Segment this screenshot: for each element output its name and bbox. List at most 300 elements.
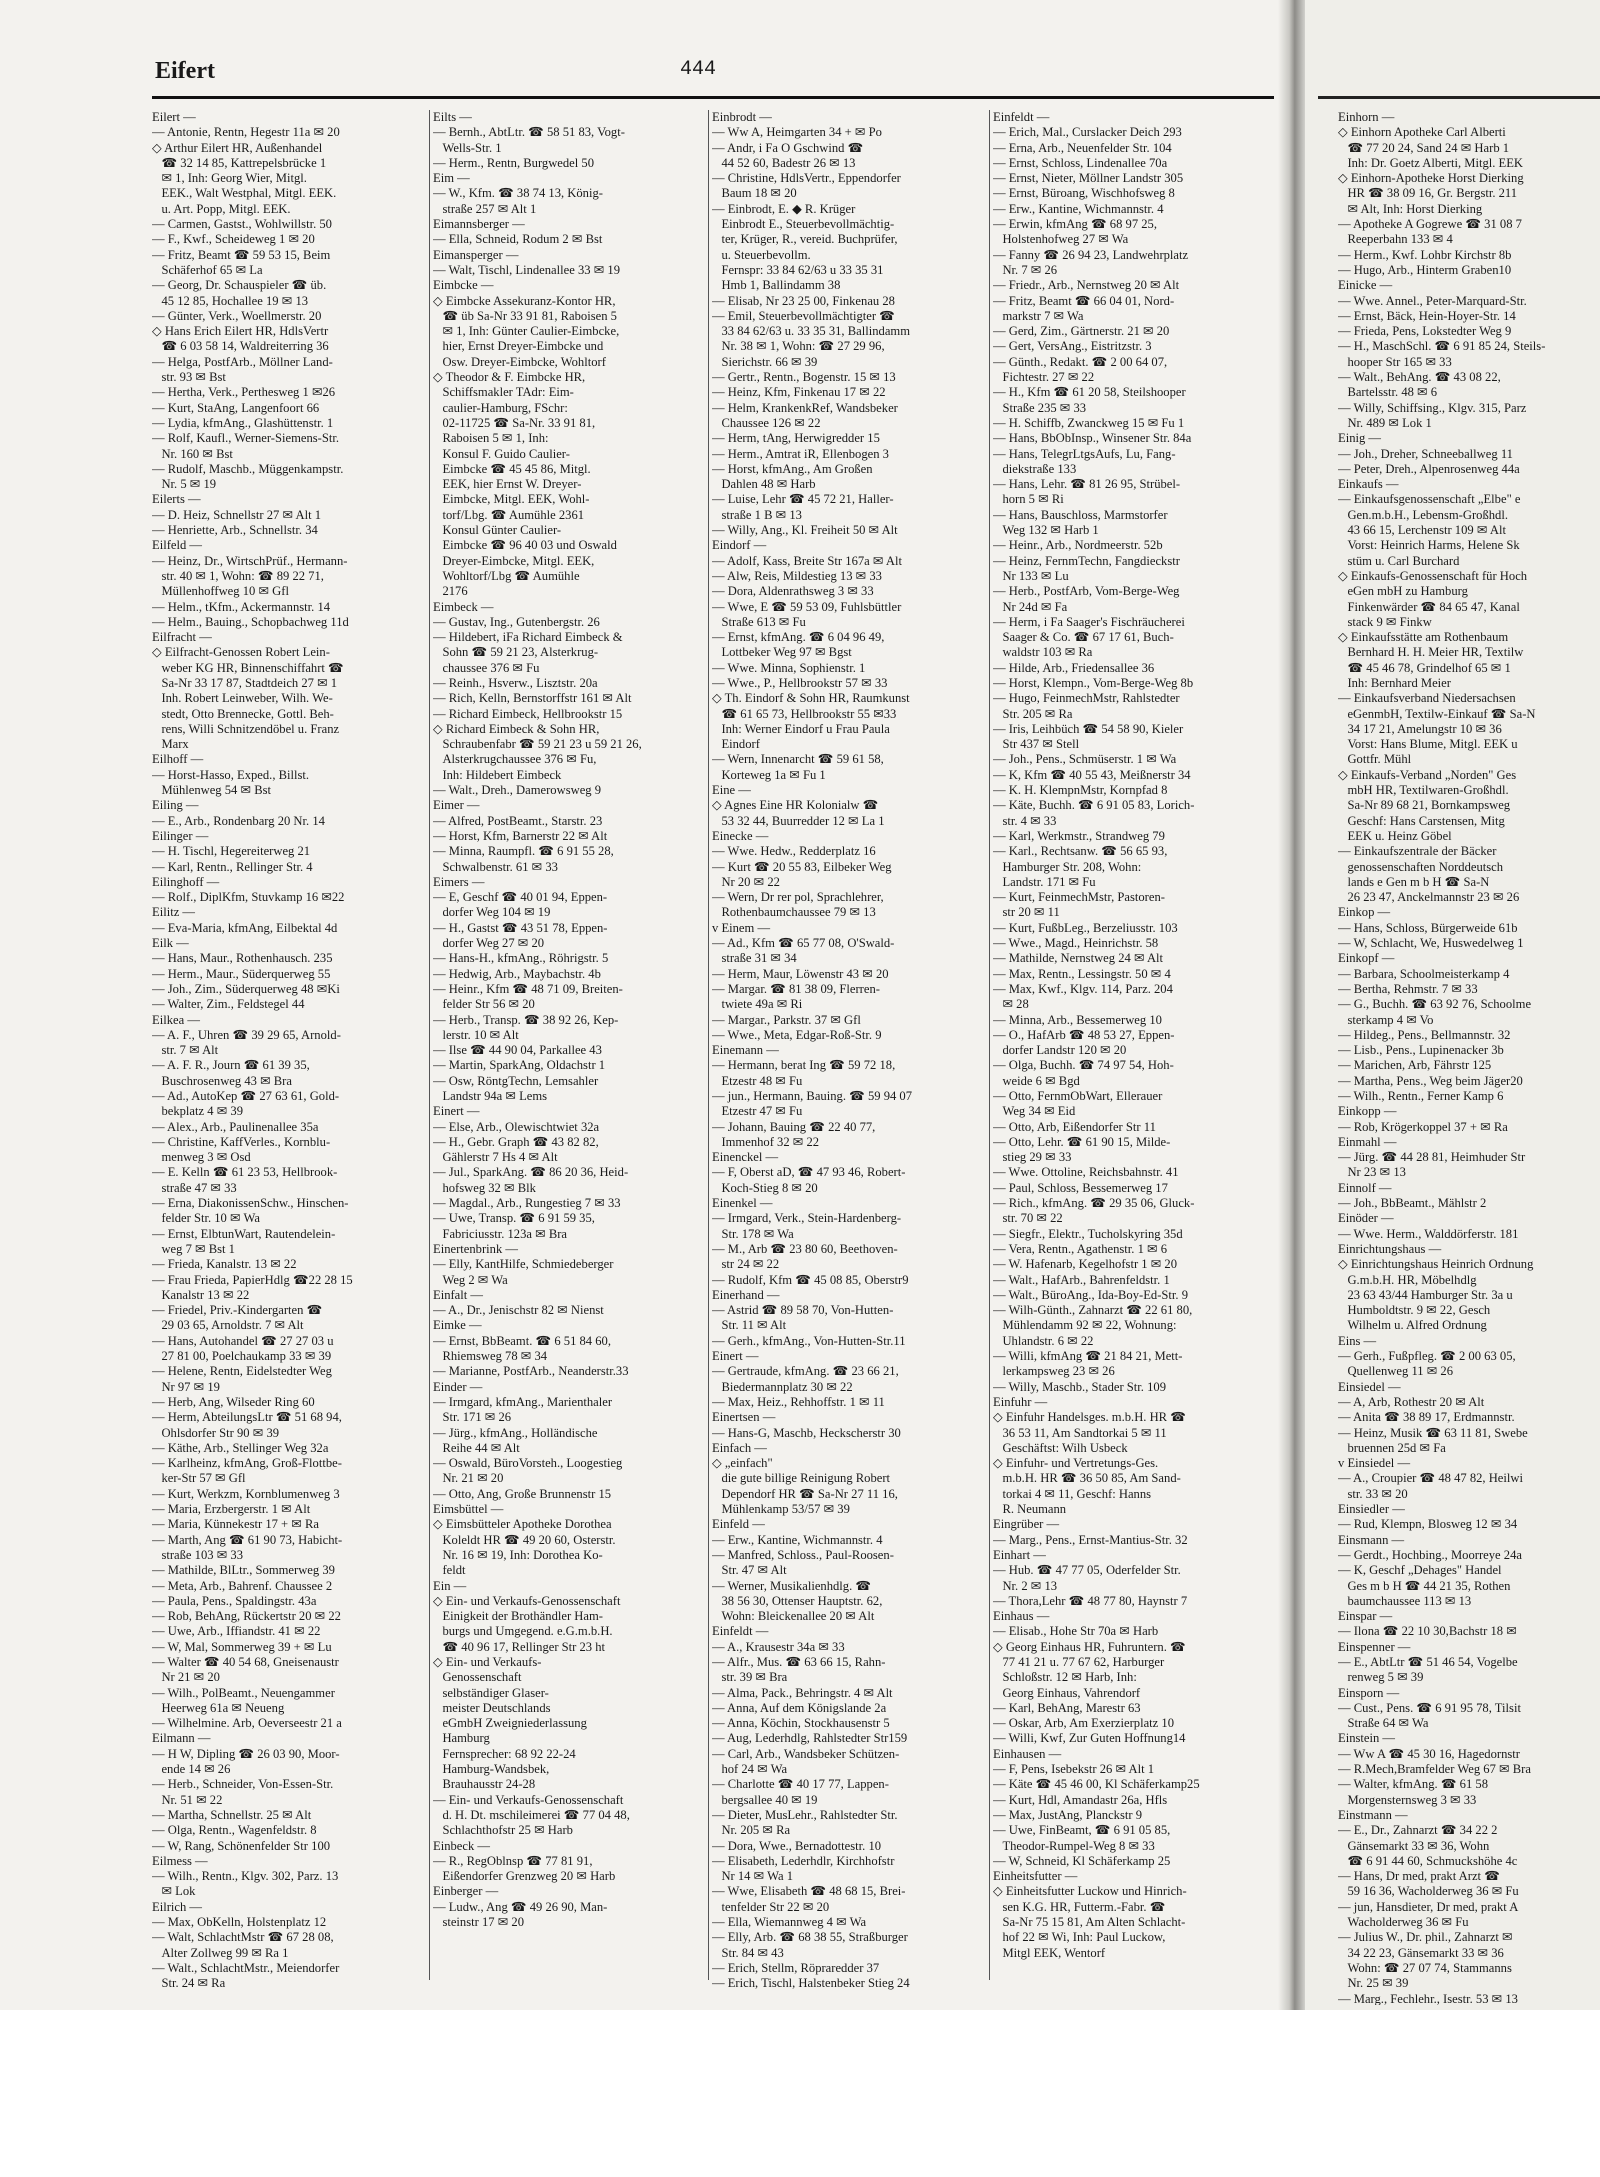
directory-entry-line: stüm u. Carl Burchard bbox=[1338, 553, 1460, 568]
directory-entry-line: — Anna, Köchin, Stockhausenstr 5 bbox=[712, 1716, 890, 1731]
directory-entry-line: Nr 24d ✉ Fa bbox=[993, 599, 1068, 614]
surname-heading: Einemann — bbox=[712, 1043, 779, 1058]
directory-entry-line: straße 47 ✉ 33 bbox=[152, 1180, 237, 1195]
directory-entry-line: Inh: Werner Eindorf u Frau Paula bbox=[712, 721, 890, 736]
directory-entry-line: — Fanny ☎ 26 94 23, Landwehrplatz bbox=[993, 247, 1189, 262]
directory-entry-line: renweg 5 ✉ 39 bbox=[1338, 1670, 1424, 1685]
directory-entry-line: — Erw., Kantine, Wichmannstr. 4 bbox=[993, 201, 1164, 216]
directory-entry-line: — Max, Rentn., Lessingstr. 50 ✉ 4 bbox=[993, 966, 1171, 981]
directory-entry-line: R. Neumann bbox=[993, 1502, 1067, 1517]
directory-entry-line: — Herm, tAng, Herwigredder 15 bbox=[712, 431, 880, 446]
directory-entry-line: — Wwe. Herm., Walddörferstr. 181 bbox=[1338, 1226, 1519, 1241]
directory-entry-line: — Alfr., Mus. ☎ 63 66 15, Rahn- bbox=[712, 1654, 886, 1669]
directory-entry-line: Straße 613 ✉ Fu bbox=[712, 614, 806, 629]
surname-heading: Einenkel — bbox=[712, 1196, 773, 1211]
directory-entry-line: — Eva-Maria, kfmAng, Eilbektal 4d bbox=[152, 920, 338, 935]
directory-entry-line: — Martha, Pens., Weg beim Jäger20 bbox=[1338, 1073, 1523, 1088]
directory-entry-line: Dahlen 48 ✉ Harb bbox=[712, 477, 816, 492]
directory-entry-line: horn 5 ✉ Ri bbox=[993, 492, 1064, 507]
directory-entry-line: Rhiemsweg 78 ✉ 34 bbox=[433, 1349, 548, 1364]
directory-entry-line: Nr 97 ✉ 19 bbox=[152, 1379, 220, 1394]
directory-entry-line: Wilhelm u. Alfred Ordnung bbox=[1338, 1318, 1487, 1333]
directory-entry-line: straße 31 ✉ 34 bbox=[712, 951, 797, 966]
directory-entry-line: — Peter, Dreh., Alpenrosenweg 44a bbox=[1338, 461, 1520, 476]
directory-entry-line: — Astrid ☎ 89 58 70, Von-Hutten- bbox=[712, 1303, 894, 1318]
directory-entry-line: Schwalbenstr. 61 ✉ 33 bbox=[433, 859, 558, 874]
directory-entry-line: Str. 205 ✉ Ra bbox=[993, 706, 1073, 721]
directory-entry-line: — Wwe., P., Hellbrookstr 57 ✉ 33 bbox=[712, 675, 888, 690]
directory-entry-line: Wells-Str. 1 bbox=[433, 140, 502, 155]
directory-entry-line: HR ☎ 38 09 16, Gr. Bergstr. 211 bbox=[1338, 186, 1518, 201]
directory-entry-line: — Walter, kfmAng. ☎ 61 58 bbox=[1338, 1777, 1488, 1792]
surname-heading: Einhaus — bbox=[993, 1609, 1050, 1624]
directory-entry-line: — Fritz, Beamt ☎ 66 04 01, Nord- bbox=[993, 293, 1175, 308]
directory-entry-line: — Elisab., Hohe Str 70a ✉ Harb bbox=[993, 1624, 1159, 1639]
directory-entry-line: — E, Geschf ☎ 40 01 94, Eppen- bbox=[433, 890, 608, 905]
directory-entry-line: Gottfr. Mühl bbox=[1338, 752, 1412, 767]
directory-entry-line: burgs und Umgegend. e.G.m.b.H. bbox=[433, 1624, 613, 1639]
surname-heading: Eim — bbox=[433, 171, 470, 186]
directory-entry-line: ende 14 ✉ 26 bbox=[152, 1762, 231, 1777]
directory-entry-line: — Ernst, ElbtunWart, Rautendelein- bbox=[152, 1226, 336, 1241]
directory-entry-line: Nr. 7 ✉ 26 bbox=[993, 262, 1058, 277]
directory-entry-line: Straße 64 ✉ Wa bbox=[1338, 1716, 1429, 1731]
directory-entry-line: Fabriciusstr. 123a ✉ Bra bbox=[433, 1226, 568, 1241]
directory-entry-line: str. 93 ✉ Bst bbox=[152, 370, 226, 385]
directory-entry-line: Sa-Nr 89 68 21, Bornkampsweg bbox=[1338, 798, 1511, 813]
surname-heading: v Einsiedel — bbox=[1338, 1456, 1411, 1471]
surname-heading: Einstmann — bbox=[1338, 1807, 1408, 1822]
surname-heading: Einkaufs — bbox=[1338, 477, 1399, 492]
directory-entry-line: Buschrosenweg 43 ✉ Bra bbox=[152, 1073, 292, 1088]
surname-heading: Einhorn — bbox=[1338, 110, 1395, 124]
surname-heading: Einert — bbox=[712, 1349, 759, 1364]
directory-entry-line: — Hans, Autohandel ☎ 27 27 03 u bbox=[152, 1333, 334, 1348]
directory-entry-line: — Willi, kfmAng ☎ 21 84 21, Mett- bbox=[993, 1349, 1183, 1364]
directory-entry-line: Konsul F. Guido Caulier- bbox=[433, 446, 570, 461]
directory-entry-line: — Cust., Pens. ☎ 6 91 95 78, Tilsit bbox=[1338, 1700, 1521, 1715]
directory-entry-line: Str 437 ✉ Stell bbox=[993, 737, 1080, 752]
directory-entry-line: — Frieda, Kanalstr. 13 ✉ 22 bbox=[152, 1257, 297, 1272]
directory-entry-line: ◇ Agnes Eine HR Kolonialw ☎ bbox=[712, 798, 879, 813]
directory-entry-line: d. H. Dt. mschileimerei ☎ 77 04 48, bbox=[433, 1807, 630, 1822]
directory-entry-line: — Heinz, Dr., WirtschPrüf., Hermann- bbox=[152, 553, 348, 568]
directory-entry-line: — Uwe, Transp. ☎ 6 91 59 35, bbox=[433, 1211, 595, 1226]
surname-heading: Einsporn — bbox=[1338, 1685, 1400, 1700]
directory-entry-line: — Hans-G, Maschb, Heckscherstr 30 bbox=[712, 1425, 901, 1440]
directory-entry-line: EEK, hier Ernst W. Dreyer- bbox=[433, 477, 582, 492]
directory-entry-line: — Walt, SchlachtMstr ☎ 67 28 08, bbox=[152, 1930, 334, 1945]
directory-entry-line: Brauhausstr 24-28 bbox=[433, 1777, 536, 1792]
directory-entry-line: ◇ Einkaufsstätte am Rothenbaum bbox=[1338, 630, 1509, 645]
directory-entry-line: — Ludw., Ang ☎ 49 26 90, Man- bbox=[433, 1899, 608, 1914]
directory-entry-line: — Maria, Künnekestr 17 + ✉ Ra bbox=[152, 1517, 319, 1532]
directory-entry-line: — Elly, Arb. ☎ 68 38 55, Straßburger bbox=[712, 1930, 908, 1945]
directory-entry-line: — Gustav, Ing., Gutenbergstr. 26 bbox=[433, 614, 600, 629]
directory-entry-line: — Herm, Maur, Löwenstr 43 ✉ 20 bbox=[712, 966, 889, 981]
directory-entry-line: Nr. 5 ✉ 19 bbox=[152, 477, 217, 492]
directory-entry-line: — Wern, Innenarcht ☎ 59 61 58, bbox=[712, 752, 884, 767]
directory-entry-line: — H. Schiffb, Zwanckweg 15 ✉ Fu 1 bbox=[993, 415, 1185, 430]
directory-entry-line: — A, Arb, Rothestr 20 ✉ Alt bbox=[1338, 1394, 1485, 1409]
directory-entry-line: Mitgl EEK, Wentorf bbox=[993, 1945, 1106, 1960]
directory-entry-line: 34 22 23, Gänsemarkt 33 ✉ 36 bbox=[1338, 1945, 1504, 1960]
directory-entry-line: — Olga, Rentn., Wagenfeldstr. 8 bbox=[152, 1823, 317, 1838]
directory-entry-line: — Herb., Schneider, Von-Essen-Str. bbox=[152, 1777, 334, 1792]
directory-entry-line: baumchaussee 113 ✉ 13 bbox=[1338, 1593, 1472, 1608]
directory-entry-line: Vorst: Heinrich Harms, Helene Sk bbox=[1338, 538, 1520, 553]
directory-entry-line: Immenhof 32 ✉ 22 bbox=[712, 1134, 820, 1149]
directory-entry-line: hooper Str 165 ✉ 33 bbox=[1338, 354, 1452, 369]
directory-entry-line: — Margar. ☎ 81 38 09, Flerren- bbox=[712, 981, 880, 996]
directory-entry-line: — F, Oberst aD, ☎ 47 93 46, Robert- bbox=[712, 1165, 906, 1180]
directory-entry-line: — Jul., SparkAng. ☎ 86 20 36, Heid- bbox=[433, 1165, 629, 1180]
directory-entry-line: — Günter, Verk., Woellmerstr. 20 bbox=[152, 308, 322, 323]
directory-entry-line: Baum 18 ✉ 20 bbox=[712, 186, 797, 201]
directory-entry-line: — Helga, PostfArb., Möllner Land- bbox=[152, 354, 333, 369]
directory-entry-line: markstr 7 ✉ Wa bbox=[993, 308, 1084, 323]
surname-heading: Einkop — bbox=[1338, 905, 1391, 920]
directory-entry-line: ☎ 45 46 78, Grindelhof 65 ✉ 1 bbox=[1338, 660, 1511, 675]
directory-entry-line: — Hugo, Arb., Hinterm Graben10 bbox=[1338, 262, 1512, 277]
directory-entry-line: — Otto, FernmObWart, Ellerauer bbox=[993, 1089, 1163, 1103]
directory-entry-line: — Joh., Dreher, Schneeballweg 11 bbox=[1338, 446, 1513, 461]
directory-entry-line: Inh: Bernhard Meier bbox=[1338, 675, 1451, 690]
directory-entry-line: Hmb 1, Ballindamm 38 bbox=[712, 278, 841, 293]
directory-entry-line: — Herb., Transp. ☎ 38 92 26, Kep- bbox=[433, 1012, 619, 1027]
directory-entry-line: Nr. 489 ✉ Lok 1 bbox=[1338, 415, 1432, 430]
directory-entry-line: — Rud, Klempn, Blosweg 12 ✉ 34 bbox=[1338, 1517, 1518, 1532]
directory-entry-line: Eimbcke ☎ 96 40 03 und Oswald bbox=[433, 538, 617, 553]
directory-entry-line: — Horst, Klempn., Vom-Berge-Weg 8b bbox=[993, 675, 1194, 690]
surname-heading: Ein — bbox=[433, 1578, 467, 1593]
directory-entry-line: — Herm., Maur., Süderquerweg 55 bbox=[152, 966, 331, 981]
directory-entry-line: — Thora,Lehr ☎ 48 77 80, Haynstr 7 bbox=[993, 1593, 1188, 1608]
directory-entry-line: — Siegfr., Elektr., Tucholskyring 35d bbox=[993, 1226, 1183, 1241]
directory-entry-line: — Kurt, FußbLeg., Berzeliusstr. 103 bbox=[993, 920, 1178, 935]
directory-entry-line: Str. 171 ✉ 26 bbox=[433, 1410, 512, 1425]
directory-entry-line: bruennen 25d ✉ Fa bbox=[1338, 1440, 1446, 1455]
directory-entry-line: — Osw, RöntgTechn, Lemsahler bbox=[433, 1073, 599, 1088]
directory-entry-line: — R.Mech,Bramfelder Weg 67 ✉ Bra bbox=[1338, 1762, 1531, 1777]
directory-entry-line: Dreyer-Eimbcke, Mitgl. EEK, bbox=[433, 553, 595, 568]
directory-entry-line: ◇ Einhorn-Apotheke Horst Dierking bbox=[1338, 171, 1524, 186]
surname-heading: Einbrodt — bbox=[712, 110, 772, 124]
directory-entry-line: Mühlenweg 54 ✉ Bst bbox=[152, 783, 271, 798]
directory-entry-line: — F, Pens, Isebekstr 26 ✉ Alt 1 bbox=[993, 1762, 1155, 1777]
directory-entry-line: — Einbrodt, E. ◆ R. Krüger bbox=[712, 201, 856, 216]
directory-entry-line: Str. 11 ✉ Alt bbox=[712, 1318, 787, 1333]
directory-entry-line: Müllenhoffweg 10 ✉ Gfl bbox=[152, 584, 289, 599]
directory-entry-line: — Rudolf, Kfm ☎ 45 08 85, Oberstr9 bbox=[712, 1272, 909, 1287]
directory-entry-line: — Hans, Dr med, prakt Arzt ☎ bbox=[1338, 1869, 1500, 1884]
directory-entry-line: Reeperbahn 133 ✉ 4 bbox=[1338, 232, 1453, 247]
directory-entry-line: — Kurt ☎ 20 55 83, Eilbeker Weg bbox=[712, 859, 892, 874]
directory-entry-line: Wohltorf/Lbg ☎ Aumühle bbox=[433, 568, 580, 583]
directory-entry-line: — W, Rang, Schönenfelder Str 100 bbox=[152, 1838, 331, 1853]
directory-entry-line: — Heinz, Kfm, Finkenau 17 ✉ 22 bbox=[712, 385, 886, 400]
directory-entry-line: waldstr 103 ✉ Ra bbox=[993, 645, 1093, 660]
directory-entry-line: Einbrodt E., Steuerbevollmächtig- bbox=[712, 217, 895, 232]
directory-entry-line: — Johann, Bauing ☎ 22 40 77, bbox=[712, 1119, 876, 1134]
surname-heading: Einfuhr — bbox=[993, 1394, 1048, 1409]
directory-entry-line: — Karl, BehAng, Marestr 63 bbox=[993, 1700, 1141, 1715]
directory-entry-line: hof 24 ✉ Wa bbox=[712, 1762, 788, 1777]
directory-entry-line: — Otto, Ang, Große Brunnenstr 15 bbox=[433, 1486, 612, 1501]
directory-entry-line: — Dora, Wwe., Bernadottestr. 10 bbox=[712, 1838, 882, 1853]
directory-entry-line: Nr. 25 ✉ 39 bbox=[1338, 1976, 1409, 1991]
directory-entry-line: — G., Buchh. ☎ 63 92 76, Schoolme bbox=[1338, 997, 1532, 1012]
directory-entry-line: stieg 29 ✉ 33 bbox=[993, 1150, 1072, 1165]
directory-entry-line: rens, Willi Schnitzendöbel u. Franz bbox=[152, 721, 340, 736]
directory-entry-line: — Manfred, Schloss., Paul-Roosen- bbox=[712, 1547, 894, 1562]
directory-entry-line: Fernsprecher: 68 92 22-24 bbox=[433, 1746, 576, 1761]
directory-entry-line: weber KG HR, Binnenschiffahrt ☎ bbox=[152, 660, 344, 675]
directory-entry-line: Kanalstr 13 ✉ 22 bbox=[152, 1287, 250, 1302]
directory-entry-line: ☎ 32 14 85, Kattrepelsbrücke 1 bbox=[152, 155, 327, 170]
directory-entry-line: — Wern, Dr rer pol, Sprachlehrer, bbox=[712, 890, 884, 905]
directory-entry-line: — Hermann, berat Ing ☎ 59 72 18, bbox=[712, 1058, 896, 1073]
directory-entry-line: — R., RegOblnsp ☎ 77 81 91, bbox=[433, 1853, 593, 1868]
directory-entry-line: Gählerstr 7 Hs 4 ✉ Alt bbox=[433, 1150, 558, 1165]
directory-entry-line: — Else, Arb., Olewischtwiet 32a bbox=[433, 1119, 600, 1134]
directory-entry-line: — Max, JustAng, Planckstr 9 bbox=[993, 1807, 1143, 1822]
directory-entry-line: caulier-Hamburg, FSchr: bbox=[433, 400, 568, 415]
directory-entry-line: — Karl., Rechtsanw. ☎ 56 65 93, bbox=[993, 844, 1168, 859]
surname-heading: Eine — bbox=[712, 783, 751, 798]
directory-entry-line: — Alex., Arb., Paulinenallee 35a bbox=[152, 1119, 319, 1134]
directory-entry-line: Str. 178 ✉ Wa bbox=[712, 1226, 794, 1241]
column-divider bbox=[429, 110, 430, 1980]
directory-entry-line: — Margar., Parkstr. 37 ✉ Gfl bbox=[712, 1012, 861, 1027]
surname-heading: Einenckel — bbox=[712, 1150, 779, 1165]
directory-entry-line: Ges m b H ☎ 44 21 35, Rothen bbox=[1338, 1578, 1511, 1593]
surname-heading: Einder — bbox=[433, 1379, 483, 1394]
directory-entry-line: bekplatz 4 ✉ 39 bbox=[152, 1104, 243, 1119]
surname-heading: Einnolf — bbox=[1338, 1180, 1392, 1195]
directory-entry-line: Bernhard H. H. Meier HR, Textilw bbox=[1338, 645, 1524, 660]
surname-heading: Eimer — bbox=[433, 798, 480, 813]
surname-heading: Einspenner — bbox=[1338, 1639, 1411, 1654]
directory-entry-line: Schiffsmakler TAdr: Eim- bbox=[433, 385, 574, 400]
directory-entry-line: — Carl, Arb., Wandsbeker Schützen- bbox=[712, 1746, 900, 1761]
directory-entry-line: lerstr. 10 ✉ Alt bbox=[433, 1027, 519, 1042]
surname-heading: Eimbeck — bbox=[433, 599, 494, 614]
directory-entry-line: u. Art. Popp, Mitgl. EEK. bbox=[152, 201, 291, 216]
directory-entry-line: tenfelder Str 22 ✉ 20 bbox=[712, 1899, 830, 1914]
directory-entry-line: menweg 3 ✉ Osd bbox=[152, 1150, 251, 1165]
directory-entry-line: — A., Dr., Jenischstr 82 ✉ Nienst bbox=[433, 1303, 604, 1318]
directory-entry-line: str. 39 ✉ Bra bbox=[712, 1670, 788, 1685]
directory-entry-line: genossenschaften Norddeutsch bbox=[1338, 859, 1504, 874]
directory-column-2 bbox=[433, 110, 705, 2005]
directory-entry-line: Alsterkrugchaussee 376 ✉ Fu, bbox=[433, 752, 597, 767]
directory-entry-line: — Ernst, Bäck, Hein-Hoyer-Str. 14 bbox=[1338, 308, 1516, 323]
facing-header-rule bbox=[1318, 96, 1600, 99]
directory-entry-line: — Erwin, kfmAng ☎ 68 97 25, bbox=[993, 217, 1158, 232]
directory-entry-line: G.m.b.H. HR, Möbelhdlg bbox=[1338, 1272, 1477, 1287]
directory-entry-line: torkai 4 ✉ 11, Geschf: Hanns bbox=[993, 1486, 1152, 1501]
directory-entry-line: — Walter, Zim., Feldstegel 44 bbox=[152, 997, 305, 1012]
directory-entry-line: — Ella, Wiemannweg 4 ✉ Wa bbox=[712, 1915, 867, 1930]
directory-entry-line: 23 63 43/44 Hamburger Str. 3a u bbox=[1338, 1287, 1513, 1302]
directory-entry-line: 45 12 85, Hochallee 19 ✉ 13 bbox=[152, 293, 309, 308]
directory-entry-line: — Marth, Ang ☎ 61 90 73, Habicht- bbox=[152, 1532, 343, 1547]
surname-heading: Eimke — bbox=[433, 1318, 482, 1333]
directory-entry-line: Osw. Dreyer-Eimbcke, Wohltorf bbox=[433, 354, 606, 369]
directory-entry-line: — jun, Hansdieter, Dr med, prakt A bbox=[1338, 1899, 1519, 1914]
directory-entry-line: — Lisb., Pens., Lupinenacker 3b bbox=[1338, 1043, 1504, 1058]
directory-entry-line: — Max, Heiz., Rehhoffstr. 1 ✉ 11 bbox=[712, 1394, 885, 1409]
directory-entry-line: ◇ Ein- und Verkaufs- bbox=[433, 1654, 542, 1669]
surname-heading: Einerhand — bbox=[712, 1287, 780, 1302]
directory-entry-line: str. 7 ✉ Alt bbox=[152, 1043, 219, 1058]
directory-entry-line: — Einkaufsverband Niedersachsen bbox=[1338, 691, 1516, 706]
directory-entry-line: 34 17 21, Amelungstr 10 ✉ 36 bbox=[1338, 721, 1502, 736]
directory-entry-line: Nr. 16 ✉ 19, Inh: Dorothea Ko- bbox=[433, 1547, 603, 1562]
directory-entry-line: Nr. 51 ✉ 22 bbox=[152, 1792, 223, 1807]
directory-entry-line: — Kurt, Hdl, Amandastr 26a, Hfls bbox=[993, 1792, 1168, 1807]
directory-entry-line: Marx bbox=[152, 737, 189, 752]
directory-entry-line: Nr. 2 ✉ 13 bbox=[993, 1578, 1058, 1593]
directory-entry-line: — Erich, Tischl, Halstenbeker Stieg 24 bbox=[712, 1976, 910, 1991]
directory-entry-line: — Wwe., Magd., Heinrichstr. 58 bbox=[993, 936, 1159, 951]
directory-entry-line: ◇ Ein- und Verkaufs-Genossenschaft bbox=[433, 1593, 621, 1608]
surname-heading: Eilts — bbox=[433, 110, 472, 124]
directory-entry-line: — Hans-H., kfmAng., Röhrigstr. 5 bbox=[433, 951, 609, 966]
surname-heading: Eilrich — bbox=[152, 1899, 203, 1914]
directory-entry-line: Nr 23 ✉ 13 bbox=[1338, 1165, 1406, 1180]
directory-entry-line: Weg 132 ✉ Harb 1 bbox=[993, 523, 1099, 538]
directory-entry-line: — Erna, Arb., Neuenfelder Str. 104 bbox=[993, 140, 1172, 155]
directory-entry-line: — Herm., Rentn, Burgwedel 50 bbox=[433, 155, 595, 170]
directory-entry-line: stack 9 ✉ Finkw bbox=[1338, 614, 1432, 629]
directory-entry-line: Sa-Nr 33 17 87, Stadtdeich 27 ✉ 1 bbox=[152, 675, 338, 690]
directory-entry-line: — E., Dr., Zahnarzt ☎ 34 22 2 bbox=[1338, 1823, 1498, 1838]
surname-heading: Einöder — bbox=[1338, 1211, 1394, 1226]
directory-entry-line: — Alfred, PostBeamt., Starstr. 23 bbox=[433, 813, 603, 828]
page-number: 444 bbox=[680, 58, 717, 81]
directory-entry-line: — Erich, Mal., Curslacker Deich 293 bbox=[993, 125, 1182, 140]
directory-entry-line: — Minna, Arb., Bessemerweg 10 bbox=[993, 1012, 1162, 1027]
directory-entry-line: Quellenweg 11 ✉ 26 bbox=[1338, 1364, 1454, 1379]
directory-entry-line: Schäferhof 65 ✉ La bbox=[152, 262, 263, 277]
directory-entry-line: — Paula, Pens., Spaldingstr. 43a bbox=[152, 1593, 317, 1608]
directory-entry-line: ✉ 28 bbox=[993, 997, 1029, 1012]
directory-entry-line: — Andr, i Fa O Gschwind ☎ bbox=[712, 140, 864, 155]
directory-entry-line: — Einkaufsgenossenschaft „Elbe" e bbox=[1338, 492, 1521, 507]
directory-entry-line: — Kurt, Werkzm, Kornblumenweg 3 bbox=[152, 1486, 340, 1501]
directory-entry-line: — Walt, Tischl, Lindenallee 33 ✉ 19 bbox=[433, 262, 621, 277]
directory-entry-line: — Martin, SparkAng, Oldachstr 1 bbox=[433, 1058, 606, 1073]
directory-entry-line: — Gerh., Fußpfleg. ☎ 2 00 63 05, bbox=[1338, 1349, 1516, 1364]
directory-entry-line: — Carmen, Gastst., Wohlwillstr. 50 bbox=[152, 217, 332, 232]
surname-heading: Eilk — bbox=[152, 936, 189, 951]
surname-heading: Eins — bbox=[1338, 1333, 1377, 1348]
directory-entry-line: — Heinr., Arb., Nordmeerstr. 52b bbox=[993, 538, 1163, 553]
directory-entry-line: — Max, Kwf., Klgv. 114, Parz. 204 bbox=[993, 981, 1173, 996]
directory-entry-line: u. Steuerbevollm. bbox=[712, 247, 811, 262]
directory-entry-line: Inh: Dr. Goetz Alberti, Mitgl. EEK bbox=[1338, 155, 1524, 170]
directory-entry-line: — Günth., Redakt. ☎ 2 00 64 07, bbox=[993, 354, 1168, 369]
directory-entry-line: — Rob, Krögerkoppel 37 + ✉ Ra bbox=[1338, 1119, 1508, 1134]
directory-entry-line: feldt bbox=[433, 1563, 466, 1578]
directory-entry-line: — A. F. R., Journ ☎ 61 39 35, bbox=[152, 1058, 310, 1073]
surname-heading: Eilfracht — bbox=[152, 630, 212, 645]
directory-entry-line: — W, Schlacht, We, Huswedelweg 1 bbox=[1338, 936, 1524, 951]
directory-entry-line: — Walter ☎ 40 54 68, Gneisenaustr bbox=[152, 1654, 339, 1669]
surname-heading: Eilinghoff — bbox=[152, 874, 220, 889]
directory-entry-line: — Gerh., kfmAng., Von-Hutten-Str.11 bbox=[712, 1333, 906, 1348]
directory-entry-line: 53 32 44, Buurredder 12 ✉ La 1 bbox=[712, 813, 885, 828]
directory-entry-line: — Ww A ☎ 45 30 16, Hagedornstr bbox=[1338, 1746, 1520, 1761]
directory-entry-line: mbH HR, Textilwaren-Großhdl. bbox=[1338, 783, 1509, 798]
directory-entry-line: — Elisabeth, Lederhdlr, Kirchhofstr bbox=[712, 1853, 895, 1868]
directory-entry-line: — H., Kfm ☎ 61 20 58, Steilshooper bbox=[993, 385, 1186, 400]
directory-entry-line: ✉ Lok bbox=[152, 1884, 196, 1899]
directory-entry-line: — E. Kelln ☎ 61 23 53, Hellbrook- bbox=[152, 1165, 338, 1180]
directory-entry-line: — Jürg., kfmAng., Holländische bbox=[433, 1425, 598, 1440]
surname-heading: Einheitsfutter — bbox=[993, 1869, 1078, 1884]
directory-entry-line: — A., Krausestr 34a ✉ 33 bbox=[712, 1639, 845, 1654]
directory-entry-line: — jun., Hermann, Bauing. ☎ 59 94 07 bbox=[712, 1089, 913, 1103]
surname-heading: Einsmann — bbox=[1338, 1532, 1405, 1547]
directory-entry-line: hof 22 ✉ Wi, Inh: Paul Luckow, bbox=[993, 1930, 1166, 1945]
surname-heading: Eimers — bbox=[433, 874, 485, 889]
directory-entry-line: straße 257 ✉ Alt 1 bbox=[433, 201, 537, 216]
directory-entry-line: — Rich., kfmAng. ☎ 29 35 06, Gluck- bbox=[993, 1196, 1195, 1211]
directory-entry-line: — Hildeg., Pens., Bellmannstr. 32 bbox=[1338, 1027, 1511, 1042]
directory-entry-line: — Joh., Zim., Süderquerweg 48 ✉Ki bbox=[152, 981, 340, 996]
directory-entry-line: — Ad., AutoKep ☎ 27 63 61, Gold- bbox=[152, 1089, 340, 1103]
directory-entry-line: m.b.H. HR ☎ 36 50 85, Am Sand- bbox=[993, 1471, 1181, 1486]
directory-entry-line: — Otto, Arb, Eißendorfer Str 11 bbox=[993, 1119, 1156, 1134]
directory-entry-line: — Walt., SchlachtMstr., Meiendorfer bbox=[152, 1960, 340, 1975]
surname-heading: Einfeldt — bbox=[993, 110, 1050, 124]
surname-heading: Eilmess — bbox=[152, 1853, 208, 1868]
surname-heading: Einicke — bbox=[1338, 278, 1393, 293]
directory-entry-line: — Ilse ☎ 44 90 04, Parkallee 43 bbox=[433, 1043, 602, 1058]
directory-entry-line: — H., Gebr. Graph ☎ 43 82 82, bbox=[433, 1134, 599, 1149]
directory-entry-line: — Hertha, Verk., Perthesweg 1 ✉26 bbox=[152, 385, 336, 400]
directory-entry-line: — Gerd, Zim., Gärtnerstr. 21 ✉ 20 bbox=[993, 324, 1170, 339]
directory-entry-line: — Reinh., Hsverw., Lisztstr. 20a bbox=[433, 675, 598, 690]
directory-entry-line: — Rolf., DiplKfm, Stuvkamp 16 ✉22 bbox=[152, 890, 345, 905]
directory-entry-line: — Anita ☎ 38 89 17, Erdmannstr. bbox=[1338, 1410, 1515, 1425]
directory-entry-line: Mühlenkamp 53/57 ✉ 39 bbox=[712, 1502, 850, 1517]
directory-entry-line: Alter Zollweg 99 ✉ Ra 1 bbox=[152, 1945, 289, 1960]
directory-entry-line: Finkenwärder ☎ 84 65 47, Kanal bbox=[1338, 599, 1520, 614]
directory-entry-line: — Oswald, BüroVorsteh., Loogestieg bbox=[433, 1456, 623, 1471]
directory-entry-line: — Karlheinz, kfmAng, Groß-Flottbe- bbox=[152, 1456, 342, 1471]
directory-entry-line: — Gert, VersAng., Eistritzstr. 3 bbox=[993, 339, 1152, 354]
directory-entry-line: Gen.m.b.H., Lebensm-Großhdl. bbox=[1338, 507, 1508, 522]
directory-entry-line: ◇ „einfach" bbox=[712, 1456, 773, 1471]
directory-entry-line: selbständiger Glaser- bbox=[433, 1685, 549, 1700]
directory-entry-line: ◇ Einheitsfutter Luckow und Hinrich- bbox=[993, 1884, 1187, 1899]
directory-entry-line: — Martha, Schnellstr. 25 ✉ Alt bbox=[152, 1807, 312, 1822]
surname-heading: Eimbcke — bbox=[433, 278, 494, 293]
directory-entry-line: — Wwe. Minna, Sophienstr. 1 bbox=[712, 660, 866, 675]
directory-entry-line: — Henriette, Arb., Schnellstr. 34 bbox=[152, 523, 318, 538]
header-rule bbox=[152, 96, 1274, 99]
directory-entry-line: — Wilh., PolBeamt., Neuengammer bbox=[152, 1685, 335, 1700]
surname-heading: Eimsbüttel — bbox=[433, 1502, 504, 1517]
directory-entry-line: — Horst, kfmAng., Am Großen bbox=[712, 461, 873, 476]
directory-entry-line: ◇ Arthur Eilert HR, Außenhandel bbox=[152, 140, 323, 155]
directory-entry-line: — Einkaufszentrale der Bäcker bbox=[1338, 844, 1497, 859]
directory-entry-line: — Irmgard, Verk., Stein-Hardenberg- bbox=[712, 1211, 902, 1226]
